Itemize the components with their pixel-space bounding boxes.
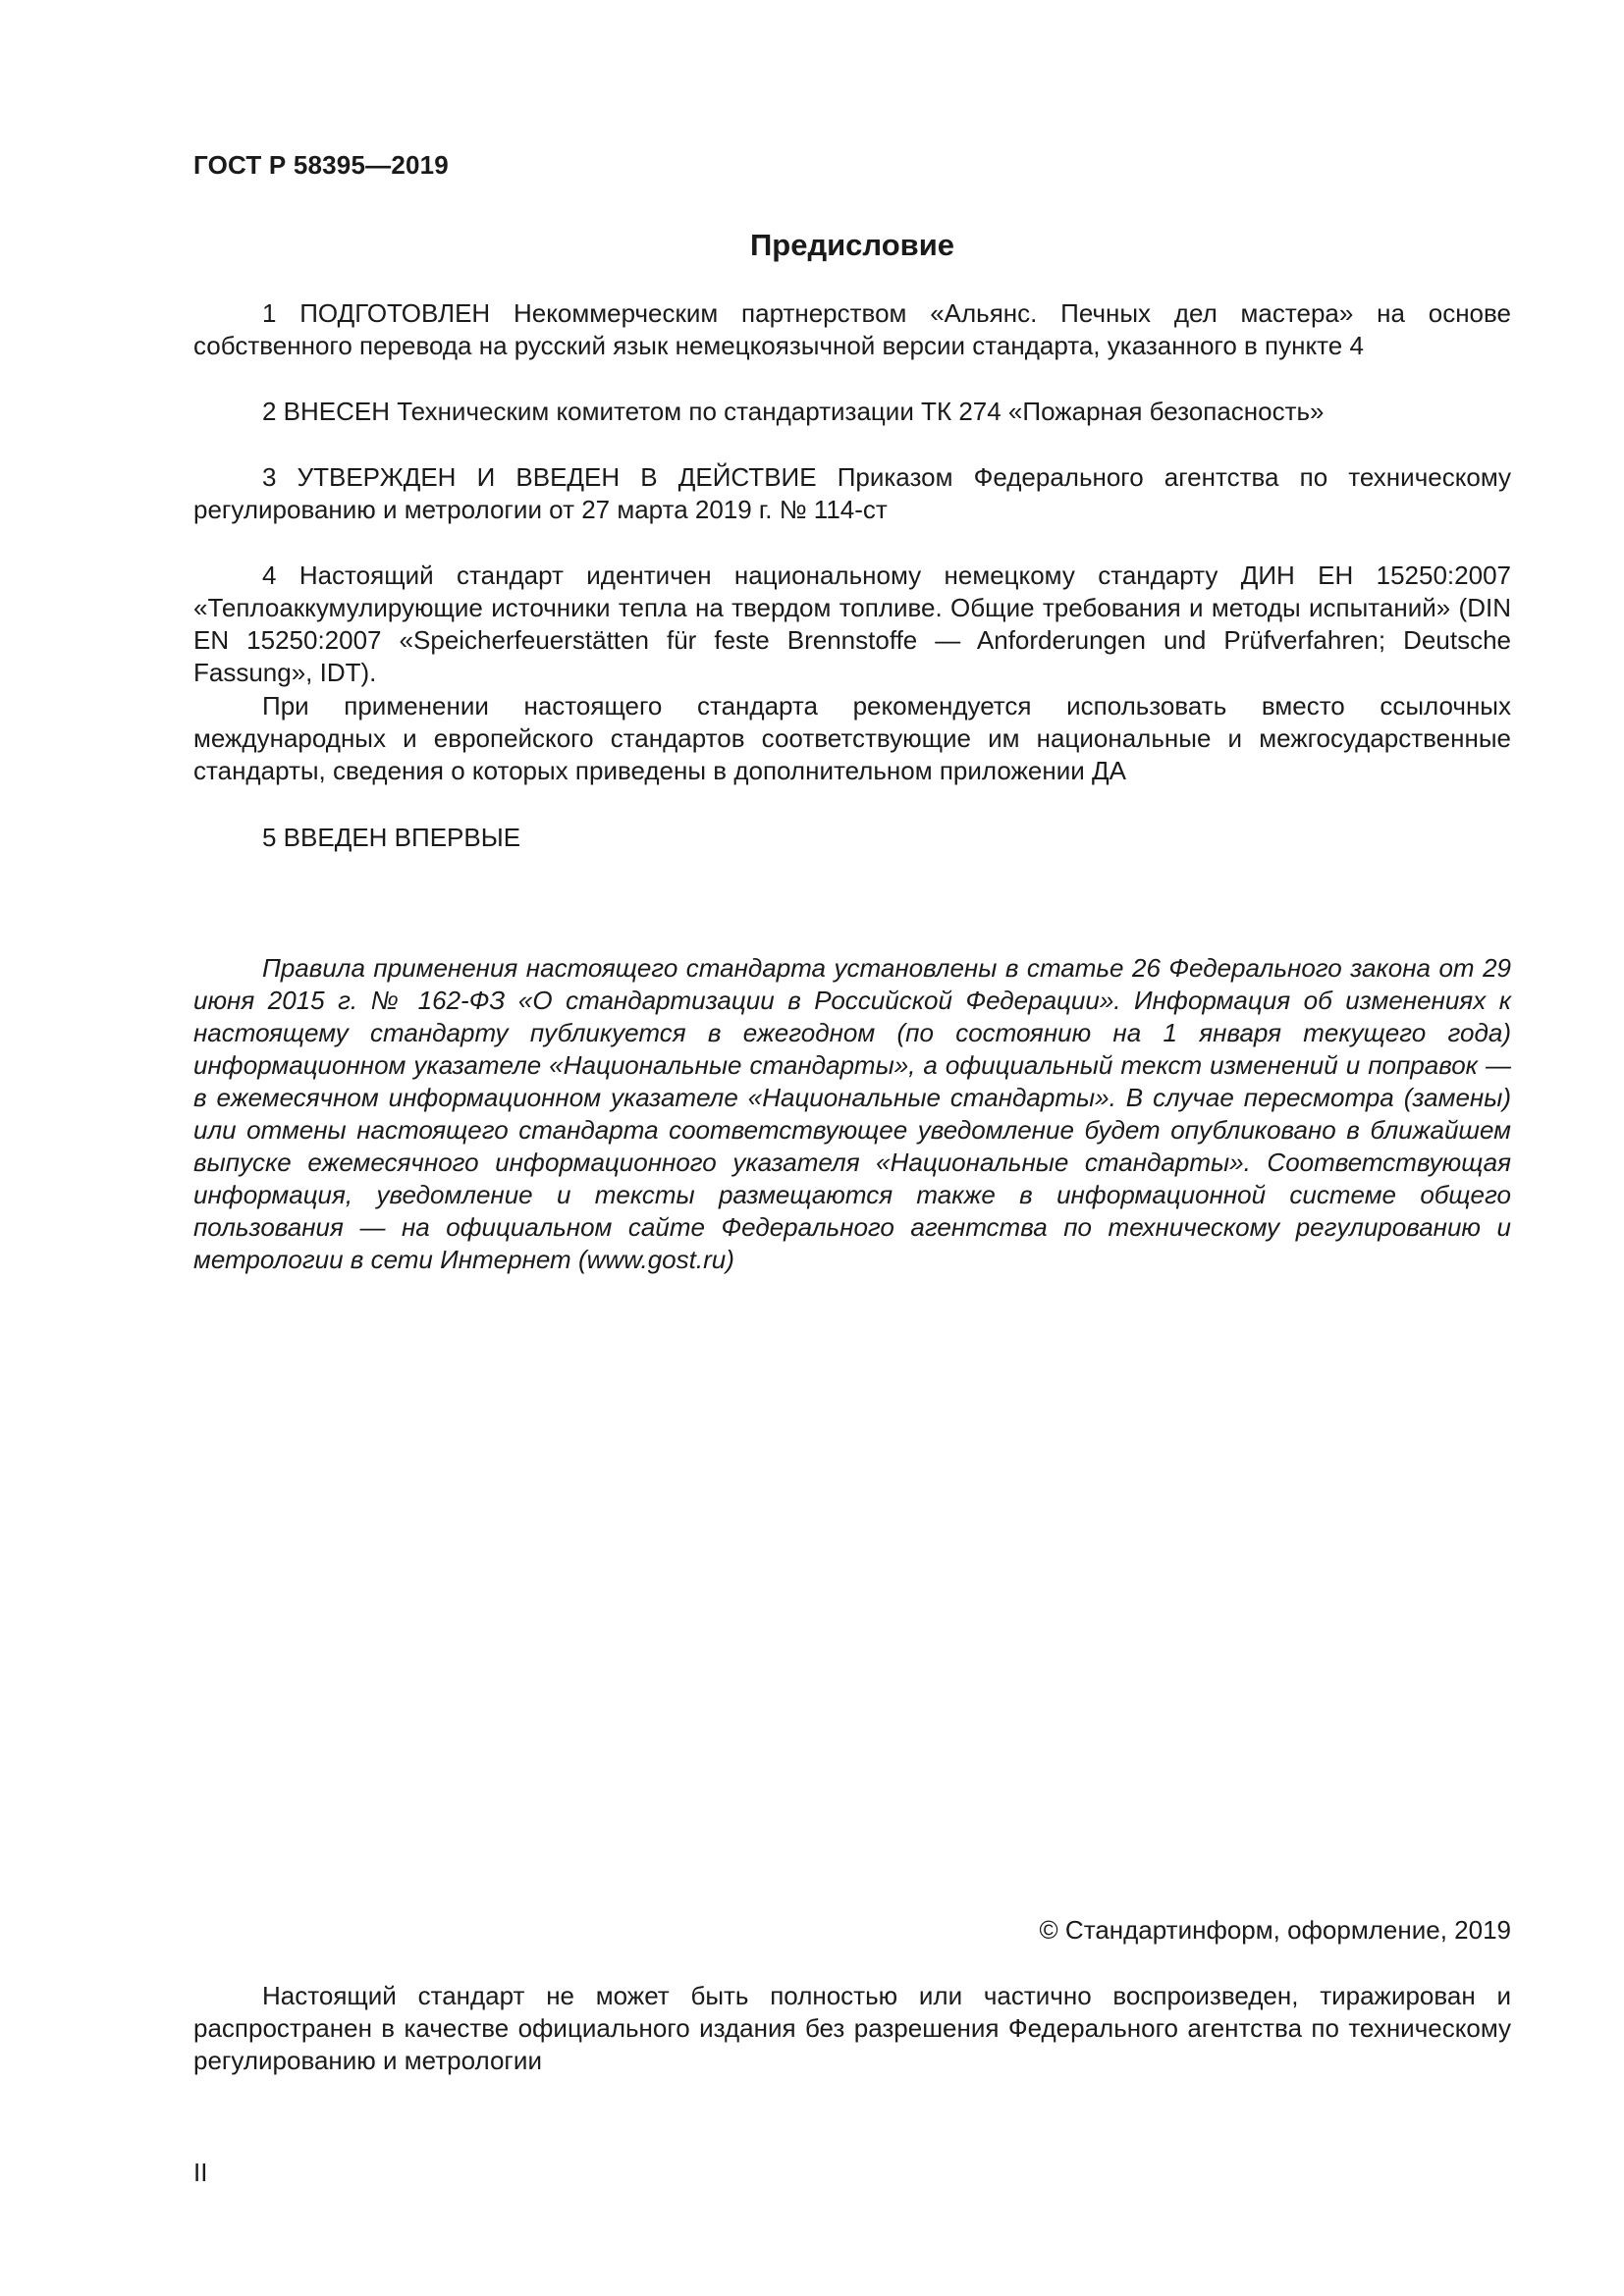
preface-item-1: 1 ПОДГОТОВЛЕН Некоммерческим партнерством «Альянс. Печных дел мастера» на основе собственного перевода на русский язык немецкоязычной версии стандарта, указанного в пункте 4 (193, 298, 1511, 360)
preface-item-4: 4 Настоящий стандарт идентичен национальному немецкому стандарту ДИН ЕН 15250:2007 «Теплоаккумулирующие источники тепла на твердом топливе. Общие требования и методы испытаний» (DIN EN 15250:2007 «Speicherfeuerstätten für feste Brennstoffe — Anforderungen und Prüfverfahren; Deutsche Fassung», IDT). (193, 561, 1511, 687)
preface-item-4-note: При применении настоящего стандарта рекомендуется использовать вместо ссылочных международных и европейского стандартов соответствующие им национальные и межгосударственные стандарты, сведения о которых приведены в дополнительном приложении ДА (193, 691, 1511, 785)
preface-title: Предисловие (749, 228, 954, 262)
rules-notice: Правила применения настоящего стандарта установлены в статье 26 Федерального закона от 29 июня 2015 г. № 162-ФЗ «О стандартизации в Российской Федерации». Информация об изменениях к настоящему стандарту публикуется в ежегодном (по состоянию на 1 января текущего года) информационном указателе «Национальные стандарты», а официальный текст изменений и поправок — в ежемесячном информационном указателе «Национальные стандарты». В случае пересмотра (замены) или отмены настоящего стандарта соответствующее уведомление будет опубликовано в ближайшем выпуске ежемесячного информационного указателя «Национальные стандарты». Соответствующая информация, уведомление и тексты размещаются также в информационной системе общего пользования — на официальном сайте Федерального агентства по техническому регулированию и метрологии в сети Интернет (www.gost.ru) (193, 953, 1511, 1274)
page-number: II (193, 2158, 208, 2187)
preface-item-2: 2 ВНЕСЕН Техническим комитетом по стандартизации ТК 274 «Пожарная безопасность» (262, 397, 1325, 426)
reproduction-notice: Настоящий стандарт не может быть полностью или частично воспроизведен, тиражирован и распространен в качестве официального издания без разрешения Федерального агентства по техническому регулированию и метрологии (193, 1981, 1511, 2075)
copyright-line: © Стандартинформ, оформление, 2019 (1039, 1915, 1511, 1945)
preface-item-3: 3 УТВЕРЖДЕН И ВВЕДЕН В ДЕЙСТВИЕ Приказом Федерального агентства по техническому регулированию и метрологии от 27 марта 2019 г. № 114-ст (193, 462, 1511, 524)
standard-code: ГОСТ Р 58395—2019 (193, 150, 449, 180)
preface-item-5: 5 ВВЕДЕН ВПЕРВЫЕ (262, 823, 521, 852)
